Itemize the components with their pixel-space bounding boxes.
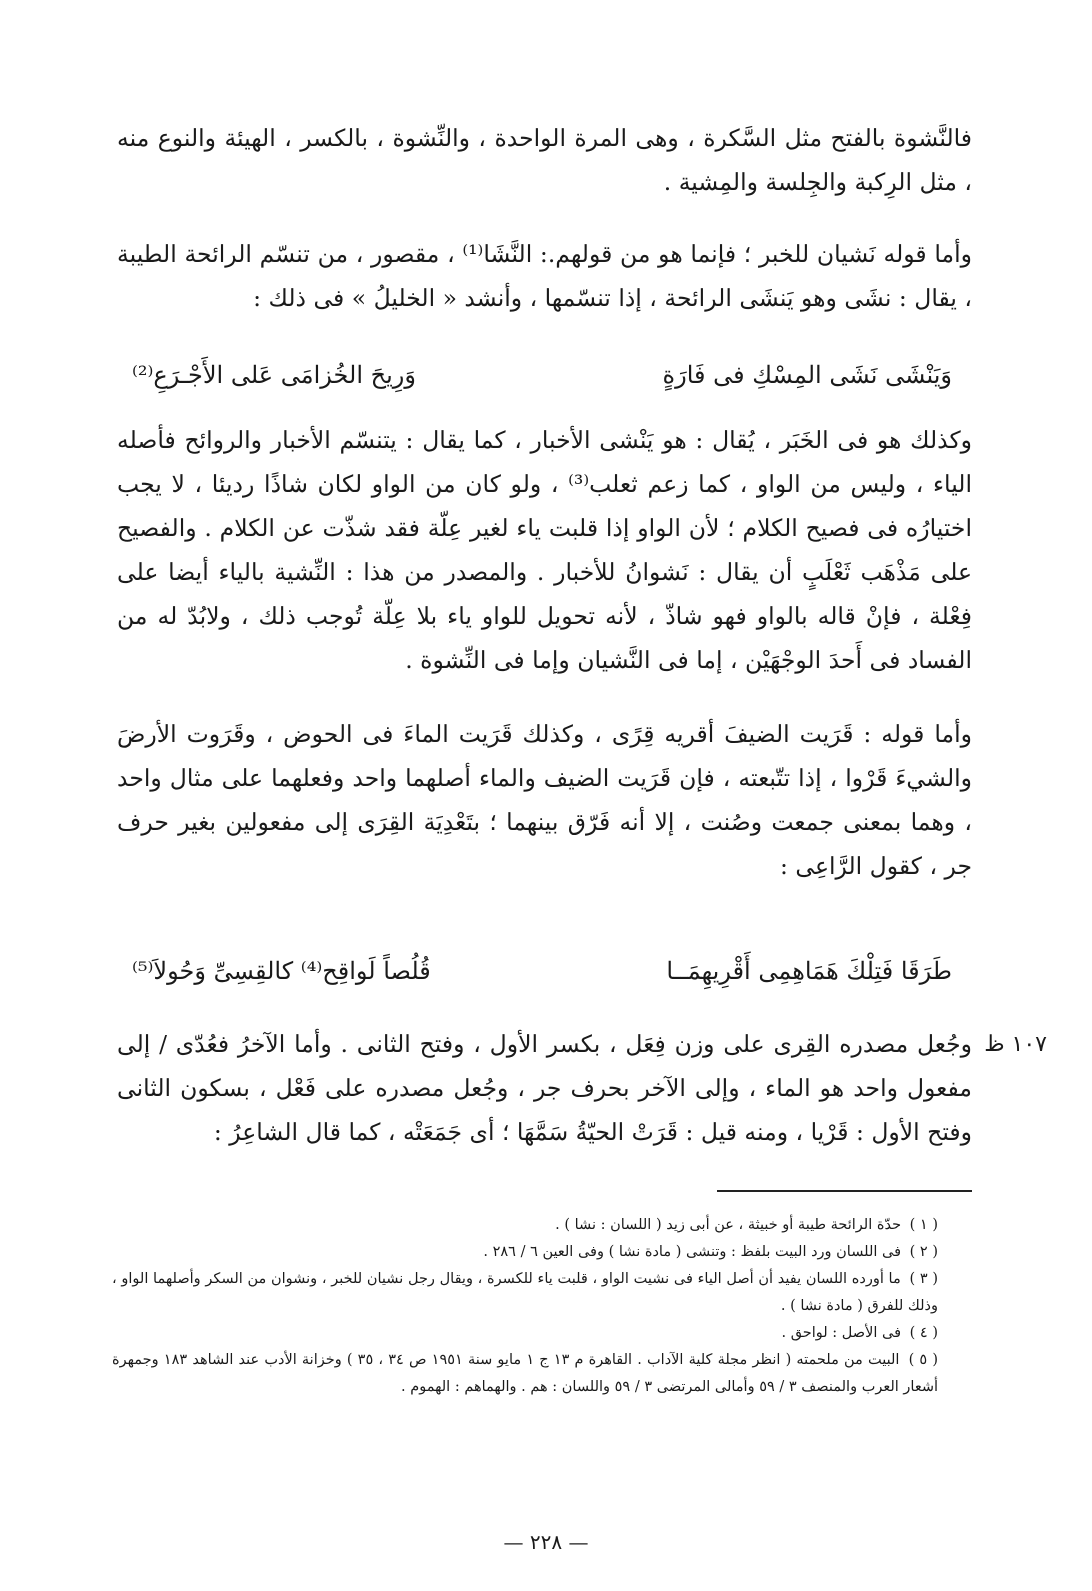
paragraph-masdar: وجُعل مصدره القِرى على وزن فِعَل ، بكسر الأول ، وفتح الثانى . وأما الآخرُ فعُدّى / إلى مفعول واحد هو الماء ، وإلى الآخر بحرف جر ، وجُعل مصدره على فَعْل ، بسكون الثانى وفتح الأول : قَرْيا ، ومنه قيل : قَرَتْ الحيّةُ سَمَّهَا ؛ أى جَمَعَتْه ، كما قال الشاعِرُ : xyxy=(117,1030,972,1146)
verse-khalil xyxy=(132,350,952,400)
footnote-number: ( ٣ ) xyxy=(909,1271,938,1287)
footnote-text: ما أورده اللسان يفيد أن أصل الياء فى نشيت الواو ، قلبت ياء للكسرة ، ويقال رجل نشيان للخبر ، ونشوان من السكر وأصلهما الواو ، وذلك للفرق ( مادة نشا ) . xyxy=(112,1271,938,1314)
paragraph-nashyan: وأما قوله نَشيان للخبر ؛ فإنما هو من قولهم.: النَّشَا⁽¹⁾ ، مقصور ، من تنسّم الرائحة الطيبة ، يقال : نشَى وهو يَنشَى الرائحة ، إذا تنسّمها ، وأنشد « الخليلُ » فى ذلك : xyxy=(117,240,972,312)
footnote-text: فى الأصل : لواحق . xyxy=(781,1325,902,1341)
manuscript-folio-marker: ١٠٧ ظ xyxy=(984,1032,1047,1057)
footnote-number: ( ٢ ) xyxy=(909,1244,938,1260)
footnote-text: البيت من ملحمته ( انظر مجلة كلية الآداب . القاهرة م ١٣ ج ١ مايو سنة ١٩٥١ ص ٣٤ ، ٣٥ ) وخزانة الأدب عند الشاهد ١٨٣ وجمهرة أشعار العرب والمنصف ٣ / ٥٩ وأمالى المرتضى ٣ / ٥٩ واللسان : هم . والهماهم : الهموم . xyxy=(112,1352,938,1395)
footnote-5 xyxy=(112,1347,972,1401)
footnote-number: ( ١ ) xyxy=(909,1217,938,1233)
footnote-2 xyxy=(112,1239,972,1266)
page-number: — ٢٢٨ — xyxy=(503,1530,589,1554)
verse-first-hemistich: وَيَنْشَى نَشَى المِسْكِ فى فَارَةٍ xyxy=(662,361,952,389)
paragraph-khabar: وكذلك هو فى الخَبَر ، يُقال : هو يَنْشى الأخبار ، كما يقال : يتنسّم الأخبار والروائح فأصله الياء ، وليس من الواو ، كما زعم ثعلب⁽³⁾ ، ولو كان من الواو لكان شاذًا رديئا ، لا يجب اختيارُه فى فصيح الكلام ؛ لأن الواو إذا قلبت ياء لغير عِلّة فقد شذّت عن الكلام . والفصيح على مَذْهَب ثَعْلَبٍ أن يقال : نَشوانُ للأخبار . والمصدر من هذا : النِّشية بالياء أيضا على فِعْلة ، فإنْ قاله بالواو فهو شاذّ ، لأنه تحويل للواو ياء بلا عِلّة تُوجب ذلك ، ولابُدّ له من الفساد فى أَحدَ الوجْهَيْن ، إما فى النَّشيان وإما فى النِّشوة . xyxy=(117,426,972,674)
paragraph-nashwa: فالنَّشوة بالفتح مثل السَّكرة ، وهى المرة الواحدة ، والنِّشوة ، بالكسر ، الهيئة والنوع منه ، مثل الرِكبة والجِلسة والمِشية . xyxy=(117,124,972,196)
verse-first-hemistich: طَرَقَا فَتِلْكَ هَمَاهِمِى أَقْرِيهِمَــا xyxy=(666,957,952,985)
footnote-1 xyxy=(112,1212,972,1239)
footnote-separator xyxy=(717,1190,972,1192)
footnote-text: فى اللسان ورد البيت بلفظ : وتنشى ( مادة نشا ) وفى العين ٦ / ٢٨٦ . xyxy=(483,1244,902,1260)
verse-rai xyxy=(132,946,952,996)
footnote-number: ( ٥ ) xyxy=(908,1352,938,1368)
footnote-3 xyxy=(112,1266,972,1320)
verse-second-hemistich: وَرِيحَ الخُزامَى عَلى الأَجْـرَعِ⁽²⁾ xyxy=(132,361,416,389)
footnote-text: حدّة الرائحة طيبة أو خبيثة ، عن أبى زيد ( اللسان : نشا ) . xyxy=(555,1217,902,1233)
verse-second-hemistich: قُلُصاً لَواقِح⁽⁴⁾ كالقِسِىِّ وَحُولاَ⁽⁵⁾ xyxy=(132,957,431,985)
footnote-4 xyxy=(112,1320,972,1347)
paragraph-qarayt: وأما قوله : قَرَيت الضيفَ أقريه قِرًى ، وكذلك قَرَيت الماءَ فى الحوض ، وقَرَوت الأرضَ والشيءَ قَرْوا ، إذا تتّبعته ، فإن قَرَيت الضيف والماء أصلهما واحد وفعلهما على مثال واحد ، وهما بمعنى جمعت وصُنت ، إلا أنه فَرّق بينهما ؛ بتَعْدِيَة القِرَى إلى مفعولين بغير حرف جر ، كقول الرَّاعِى : xyxy=(117,720,972,880)
footnote-number: ( ٤ ) xyxy=(909,1325,938,1341)
footnotes xyxy=(112,1212,972,1401)
